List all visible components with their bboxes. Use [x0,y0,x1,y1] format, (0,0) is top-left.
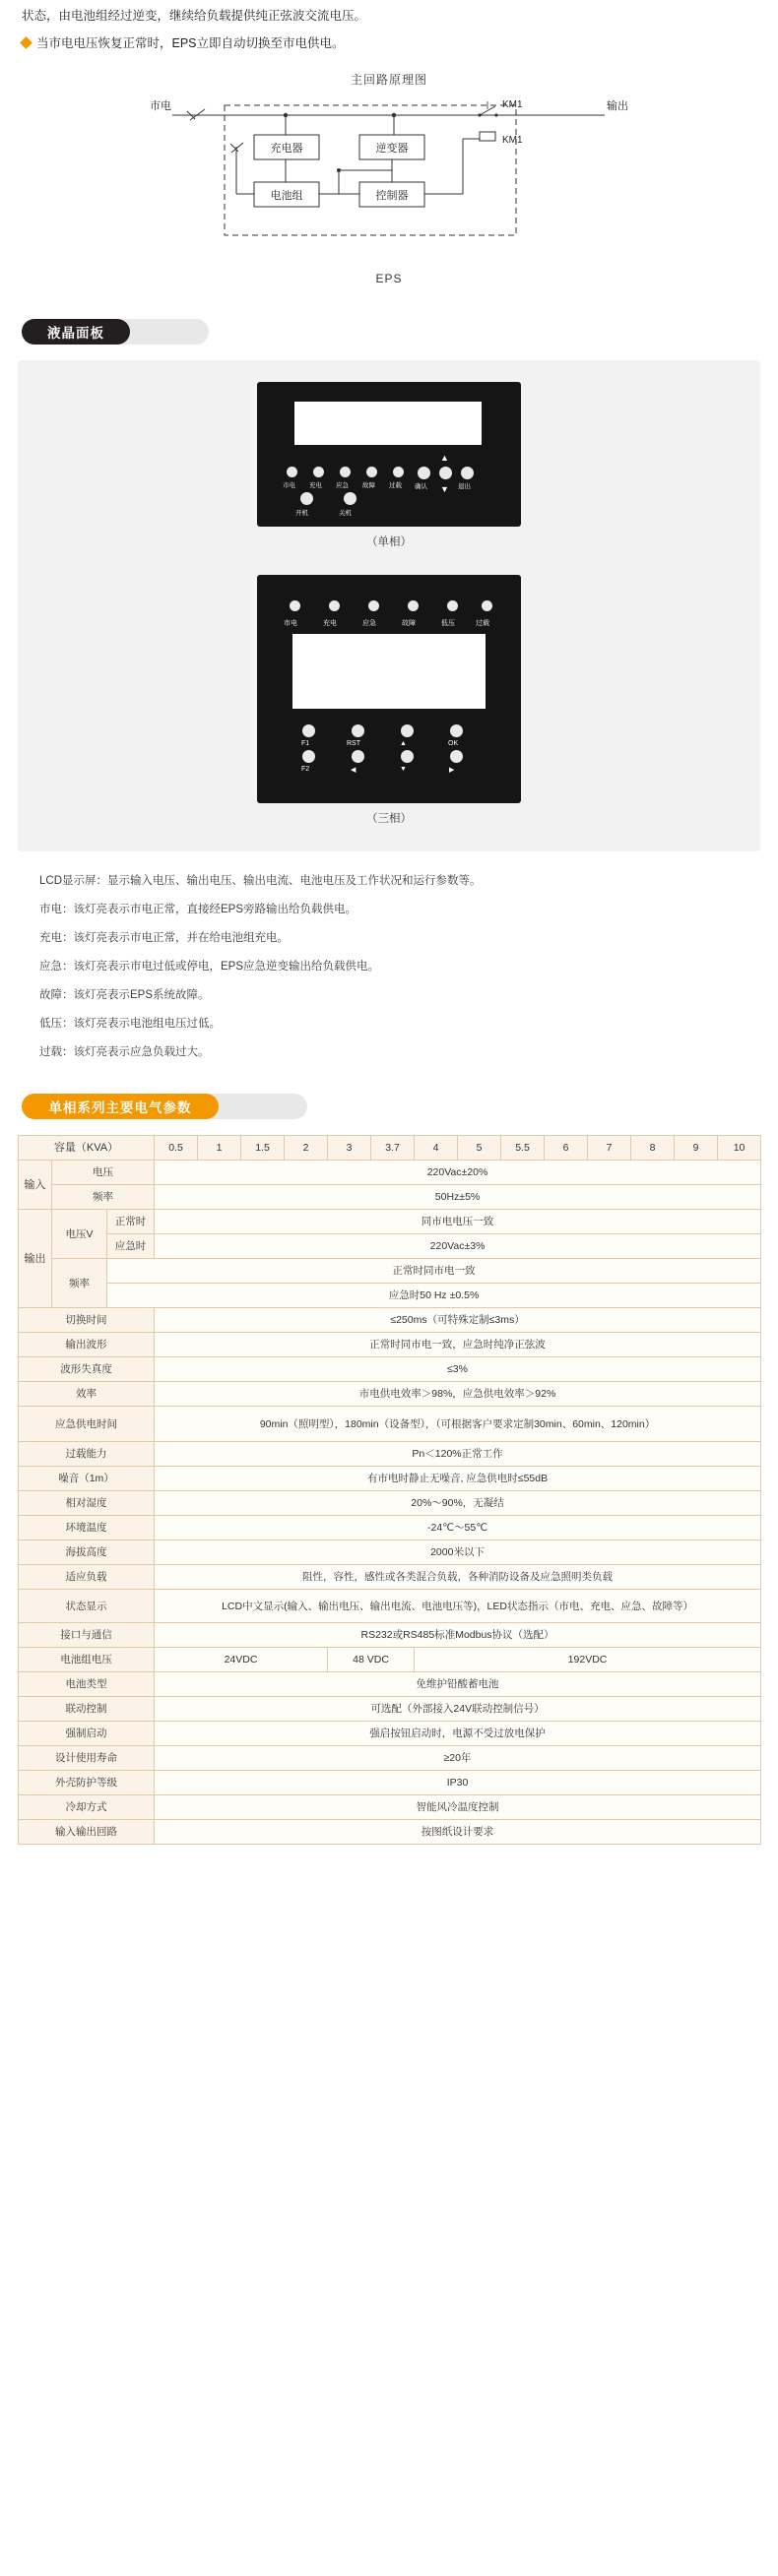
section-header-label: 液晶面板 [22,319,130,345]
diamond-bullet-icon [20,36,32,49]
led-label-emergency: 应急 [336,482,349,489]
row-value: 按图纸设计要求 [155,1820,761,1845]
table-row [19,1820,761,1845]
capacity-cell: 1.5 [241,1136,285,1161]
table-row [19,1771,761,1795]
row-label: 外壳防护等级 [19,1771,155,1795]
schematic-caption: EPS [375,272,403,285]
key-label-ok: OK [448,740,459,747]
row-label: 输入输出回路 [19,1820,155,1845]
spec-table [18,1135,761,1845]
svg-text:输出: 输出 [607,100,628,112]
power-off-button-single[interactable] [344,492,357,505]
battery-voltage-cell: 192VDC [415,1648,761,1672]
schematic-section [0,71,778,285]
capacity-cell: 5.5 [501,1136,545,1161]
row-label: 应急时 [107,1234,155,1259]
svg-text:KM1: KM1 [502,99,523,110]
battery-voltage-cell: 48 VDC [328,1648,415,1672]
row-label: 适应负载 [19,1565,155,1590]
table-row-output-voltage-normal [19,1210,761,1234]
row-value: 市电供电效率＞98%，应急供电效率＞92% [155,1382,761,1407]
row-label: 海拔高度 [19,1540,155,1565]
nav-right-button-three[interactable] [450,750,463,763]
confirm-button-single[interactable] [439,467,452,479]
led-emergency-single [340,467,351,477]
nav-down-button-three[interactable] [401,750,414,763]
row-label: 环境温度 [19,1516,155,1540]
table-row [19,1722,761,1746]
row-label: 电池类型 [19,1672,155,1697]
group-label-voltage: 电压V [52,1210,107,1259]
svg-text:市电: 市电 [150,100,171,112]
single-phase-panel-unit [18,382,760,549]
table-row [19,1623,761,1648]
row-value: 同市电电压一致 [155,1210,761,1234]
section-header-lcd-panel [22,319,435,345]
row-value: 正常时同市电一致，应急时纯净正弦波 [155,1333,761,1357]
row-label: 冷却方式 [19,1795,155,1820]
power-on-button-single[interactable] [300,492,313,505]
led-label-charge: 充电 [309,482,322,489]
legend-item: LCD显示屏：显示输入电压、输出电压、输出电流、电池电压及工作状况和运行参数等。 [39,875,482,887]
table-row [19,1442,761,1467]
led-label-fault-three: 故障 [402,620,416,627]
nav-up-arrow-icon[interactable]: ▲ [440,453,449,463]
table-row [19,1590,761,1623]
legend-item: 低压：该灯亮表示电池组电压过低。 [39,1018,221,1030]
single-phase-panel [257,382,521,527]
row-value: 有市电时静止无噪音, 应急供电时≤55dB [155,1467,761,1491]
led-overload-three [482,600,492,611]
table-row [19,1697,761,1722]
capacity-cell: 1 [198,1136,241,1161]
nav-up-button-three[interactable] [401,724,414,737]
table-row [19,1540,761,1565]
table-row [19,1407,761,1442]
key-label-f2: F2 [301,766,310,773]
reset-button[interactable] [352,724,364,737]
table-row-input-voltage [19,1161,761,1185]
table-row-output-voltage-emergency [19,1234,761,1259]
led-label-overload-three: 过载 [476,620,489,627]
svg-text:KM1: KM1 [502,135,523,146]
capacity-cell: 4 [415,1136,458,1161]
f2-button[interactable] [302,750,315,763]
lcd-screen-three [292,634,486,709]
table-row [19,1565,761,1590]
battery-voltage-cell: 24VDC [155,1648,328,1672]
table-row [19,1746,761,1771]
capacity-cell: 8 [631,1136,675,1161]
nav-right-button-single[interactable] [461,467,474,479]
row-label: 噪音（1m） [19,1467,155,1491]
single-phase-caption: （单相） [366,536,412,548]
led-mains-single [287,467,297,477]
row-label: 正常时 [107,1210,155,1234]
note-bullet-text: 当市电电压恢复正常时，EPS立即自动切换至市电供电。 [36,36,345,50]
row-value: RS232或RS485标准Modbus协议（选配） [155,1623,761,1648]
led-label-charge-three: 充电 [323,620,337,627]
section-header-params [22,1094,435,1119]
led-fault-three [408,600,419,611]
row-label: 切换时间 [19,1308,155,1333]
table-row-capacity-header [19,1136,761,1161]
table-row-battery-voltage [19,1648,761,1672]
led-label-emergency-three: 应急 [362,620,376,627]
nav-down-arrow-icon[interactable]: ▼ [440,484,449,494]
led-fault-single [366,467,377,477]
schematic-title: 主回路原理图 [350,73,427,87]
key-label-up-arrow: ▲ [400,740,407,747]
legend-item: 应急：该灯亮表示市电过低或停电，EPS应急逆变输出给负载供电。 [39,961,380,973]
capacity-cell: 9 [675,1136,718,1161]
row-label: 相对湿度 [19,1491,155,1516]
row-value: ≤250ms（可特殊定制≤3ms） [155,1308,761,1333]
led-label-mains: 市电 [283,482,295,489]
row-value: -24℃～55℃ [155,1516,761,1540]
row-label: 过载能力 [19,1442,155,1467]
row-value: 正常时同市电一致 [107,1259,761,1284]
legend-item: 过载：该灯亮表示应急负载过大。 [39,1046,210,1058]
row-label: 状态显示 [19,1590,155,1623]
table-row-input-freq [19,1185,761,1210]
spec-table-wrapper [18,1135,760,1845]
row-value: ≤3% [155,1357,761,1382]
table-row [19,1357,761,1382]
table-row [19,1382,761,1407]
row-value: 阻性，容性，感性或各类混合负载，各种消防设备及应急照明类负载 [155,1565,761,1590]
row-label: 效率 [19,1382,155,1407]
capacity-header-label: 容量（KVA） [19,1136,155,1161]
led-label-lowvolt-three: 低压 [441,620,455,627]
row-value: LCD中文显示(输入、输出电压、输出电流、电池电压等)，LED状态指示（市电、充电、应急、故障等） [155,1590,761,1623]
row-label: 应急供电时间 [19,1407,155,1442]
svg-text:电池组: 电池组 [270,190,303,202]
f1-button[interactable] [302,724,315,737]
capacity-cell: 7 [588,1136,631,1161]
capacity-cell: 6 [545,1136,588,1161]
row-value: Pn＜120%正常工作 [155,1442,761,1467]
legend-item: 故障：该灯亮表示EPS系统故障。 [39,989,210,1001]
led-label-overload: 过载 [389,482,402,489]
row-value: 免维护铅酸蓄电池 [155,1672,761,1697]
ok-button[interactable] [450,724,463,737]
legend-item: 市电：该灯亮表示市电正常，直接经EPS旁路输出给负载供电。 [39,904,357,915]
lcd-panel-illustration [18,360,760,851]
led-charge-three [329,600,340,611]
lcd-screen-single [294,402,482,445]
row-label: 频率 [52,1185,155,1210]
capacity-cell: 10 [718,1136,761,1161]
key-label-f1: F1 [301,740,310,747]
capacity-cell: 3 [328,1136,371,1161]
row-value: 50Hz±5% [155,1185,761,1210]
row-value: 智能风冷温度控制 [155,1795,761,1820]
row-value: 220Vac±20% [155,1161,761,1185]
row-value: 应急时50 Hz ±0.5% [107,1284,761,1308]
table-row [19,1308,761,1333]
button-label-off: 关机 [339,510,352,517]
led-lowvolt-three [447,600,458,611]
row-value: 强启按钮启动时，电源不受过放电保护 [155,1722,761,1746]
row-value: 90min（照明型），180min（设备型），（可根据客户要求定制30min、60min、120min） [155,1407,761,1442]
table-row-output-freq-emergency [19,1284,761,1308]
row-value: 可选配（外部接入24V联动控制信号） [155,1697,761,1722]
led-emergency-three [368,600,379,611]
note-bullet-1 [22,33,756,53]
table-row [19,1467,761,1491]
row-label: 联动控制 [19,1697,155,1722]
group-label-input: 输入 [19,1161,52,1210]
key-label-right-arrow: ▶ [449,767,455,774]
legend-item: 充电：该灯亮表示市电正常，并在给电池组充电。 [39,932,289,944]
row-value: 2000米以下 [155,1540,761,1565]
three-phase-caption: （三相） [366,813,412,825]
led-charge-single [313,467,324,477]
three-phase-panel-unit [18,549,760,826]
capacity-cell: 0.5 [155,1136,198,1161]
nav-left-button-single[interactable] [418,467,430,479]
group-label-output: 输出 [19,1210,52,1308]
table-row [19,1672,761,1697]
key-label-left-arrow: ◀ [351,767,357,774]
row-value: 220Vac±3% [155,1234,761,1259]
row-label: 电压 [52,1161,155,1185]
led-overload-single [393,467,404,477]
led-mains-three [290,600,300,611]
row-value: ≥20年 [155,1746,761,1771]
capacity-cell: 3.7 [371,1136,415,1161]
table-row-output-freq-normal [19,1259,761,1284]
svg-text:控制器: 控制器 [375,190,409,202]
row-value: IP30 [155,1771,761,1795]
note-line-1: 状态，由电池组经过逆变，继续给负载提供纯正弦波交流电压。 [22,9,367,23]
capacity-cell: 2 [285,1136,328,1161]
top-notes [0,0,778,53]
nav-left-button-three[interactable] [352,750,364,763]
row-value: 20%～90%，无凝结 [155,1491,761,1516]
svg-text:充电器: 充电器 [270,143,303,155]
table-row [19,1516,761,1540]
row-label-frequency: 频率 [52,1259,107,1308]
legend-list [39,873,739,1060]
section-header-label-params: 单相系列主要电气参数 [22,1094,219,1119]
table-row [19,1491,761,1516]
row-label-battery-voltage: 电池组电压 [19,1648,155,1672]
capacity-cell: 5 [458,1136,501,1161]
key-label-exit: 退出 [458,483,471,490]
button-label-on: 开机 [295,510,308,517]
schematic-svg [0,88,778,270]
table-row [19,1333,761,1357]
key-label-down-arrow: ▼ [400,766,407,773]
three-phase-panel [257,575,521,803]
svg-text:逆变器: 逆变器 [375,143,409,155]
led-label-fault: 故障 [362,482,375,489]
row-label: 设计使用寿命 [19,1746,155,1771]
row-label: 强制启动 [19,1722,155,1746]
key-label-confirm: 确认 [415,483,427,490]
key-label-rst: RST [347,740,360,747]
row-label: 波形失真度 [19,1357,155,1382]
row-label: 接口与通信 [19,1623,155,1648]
led-label-mains-three: 市电 [284,620,297,627]
schematic-diagram [0,88,778,270]
row-label: 输出波形 [19,1333,155,1357]
table-row [19,1795,761,1820]
